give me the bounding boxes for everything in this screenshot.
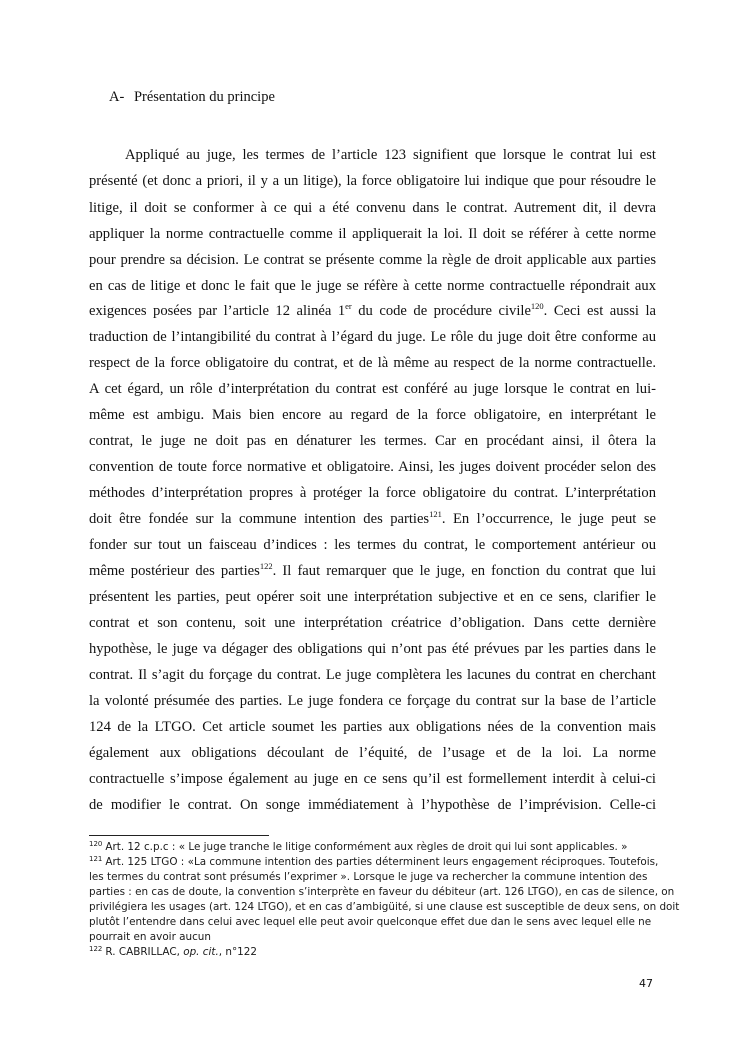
text-fragment: exigences posées par l’article 12 alinéa 1 [89,303,346,319]
text-fragment: . Ceci est aussi la [543,303,656,319]
footnote-text: R. CABRILLAC, [105,946,184,958]
superscript: er [345,301,352,311]
text-line: contrat, le juge ne doit pas en dénaturer les termes. Car en procédant ainsi, il ôtera la [89,433,656,449]
footnote-120 [89,840,669,855]
text-line: en cas de litige et donc le fait que le juge se réfère à cette norme contractuelle répondrait aux [89,278,656,294]
footnote-text: , n°122 [218,946,257,958]
page-number: 47 [639,977,653,990]
text-line: traduction de l’intangibilité du contrat à l’égard du juge. Le rôle du juge doit être conforme au [89,329,656,345]
text-line [89,510,656,528]
footnote-number: 122 [89,945,103,953]
text-fragment: . En l’occurrence, le juge peut se [441,511,656,527]
text-line: contractuelle s’impose également au juge en ce sens qu’il est formellement interdit à celui-ci [89,771,656,787]
footnote-line: les termes du contrat sont présumés l’exprimer ». Lorsque le juge va rechercher la commune intention des [89,871,648,883]
text-fragment: . Il faut remarquer que le juge, en fonction du contrat que lui [272,563,656,579]
footnote-line: privilégiera les usages (art. 124 LTGO), et en cas d’ambigüité, si une clause est susceptible de deux sens, on doit [89,901,680,913]
footnote-number: 121 [89,855,103,863]
footnote-separator [89,835,269,836]
text-line: A cet égard, un rôle d’interprétation du contrat est conféré au juge lorsque le contrat en lui- [89,381,656,397]
footnote-ref-120: 120 [530,301,544,311]
text-line: de modifier le contrat. On songe immédiatement à l’hypothèse de l’imprévision. Celle-ci [89,797,656,813]
footnote-ref-121: 121 [429,509,442,519]
text-line: contrat. Il s’agit du forçage du contrat. Le juge complètera les lacunes du contrat en cherchant [89,667,656,683]
footnote-ref-122: 122 [259,561,273,571]
footnote-line: plutôt l’entendre dans celui avec lequel elle peut avoir quelconque effet due dan le sens avec lequel elle ne [89,916,652,928]
text-line: fonder sur tout un faisceau d’indices : les termes du contrat, le comportement antérieur ou [89,537,656,553]
section-title: Présentation du principe [133,89,275,105]
footnote-121 [89,855,669,870]
footnote-text: Art. 12 c.p.c : « Le juge tranche le litige conformément aux règles de droit qui lui sont applicables. » [105,841,628,853]
text-line: convention de toute force normative et obligatoire. Ainsi, les juges doivent procéder selon des [89,459,656,475]
footnote-italic: op. cit. [183,946,219,958]
text-line: pour prendre sa décision. Le contrat se présente comme la règle de droit applicable aux parties [89,252,656,268]
text-line: présentent les parties, peut opérer soit une interprétation subjective et en ce sens, clarifier le [89,589,656,605]
text-fragment: même postérieur des parties [89,563,260,579]
text-line: appliquer la norme contractuelle comme il appliquerait la loi. Il doit se référer à cette norme [89,226,656,242]
text-line: contrat et son contenu, soit une interprétation créatrice d’obligation. Dans cette dernière [89,615,656,631]
text-line: respect de la force obligatoire du contrat, et de là même au respect de la norme contractuelle. [89,355,656,371]
footnote-number: 120 [89,840,103,848]
text-line: Appliqué au juge, les termes de l’article 123 signifient que lorsque le contrat lui est [125,147,656,163]
footnote-text: Art. 125 LTGO : «La commune intention des parties déterminent leurs engagement réciproques. Toutefois, [105,856,659,868]
section-heading [109,88,275,106]
footnote-line: parties : en cas de doute, la convention s’interprète en faveur du débiteur (art. 126 LTGO), en cas de silence, on [89,886,675,898]
text-line: également aux obligations découlant de l’équité, de l’usage et de la loi. La norme [89,745,656,761]
text-line [89,562,656,580]
text-line: hypothèse, le juge va dégager des obligations qui n’ont pas été prévues par les parties dans le [89,641,656,657]
text-line [89,302,656,320]
text-line: litige, il doit se conformer à ce qui a été convenu dans le contrat. Autrement dit, il devra [89,200,656,216]
text-line: la volonté présumée des parties. Le juge fondera ce forçage du contrat sur la base de l’article [89,693,656,709]
text-fragment: du code de procédure civile [351,303,531,319]
text-line: présenté (et donc a priori, il y a un litige), la force obligatoire lui indique que pour résoudre le [89,173,656,189]
footnote-122 [89,945,669,960]
text-line: méthodes d’interprétation propres à protéger la force obligatoire du contrat. L’interprétation [89,485,656,501]
section-number: A- [109,89,125,105]
text-line: 124 de la LTGO. Cet article soumet les parties aux obligations nées de la convention mais [89,719,656,735]
text-line: même est ambigu. Mais bien encore au regard de la force obligatoire, en interprétant le [89,407,656,423]
text-fragment: doit être fondée sur la commune intention des parties [89,511,430,527]
footnote-line: pourrait en avoir aucun [89,931,211,943]
